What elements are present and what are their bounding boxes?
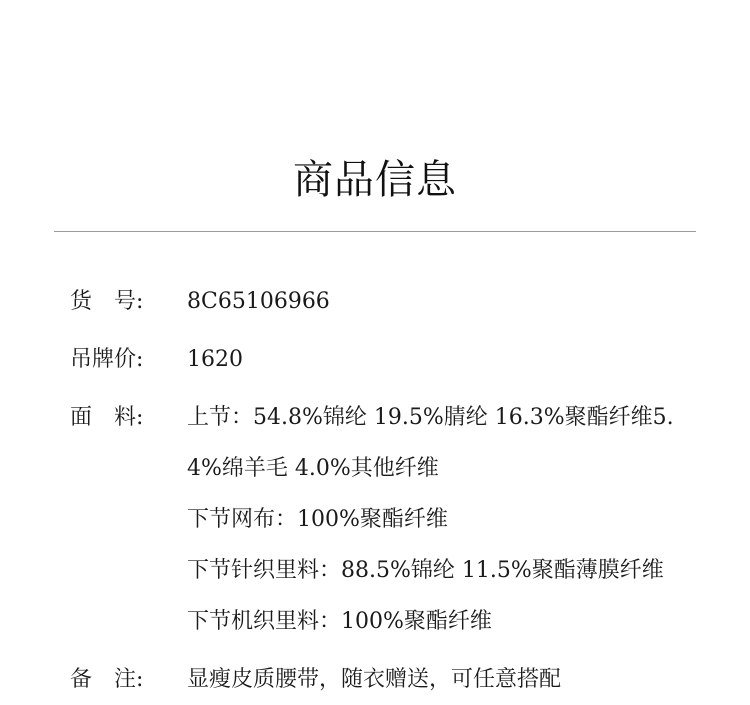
material-line: 上节：54.8%锦纶 19.5%腈纶 16.3%聚酯纤维5. [187, 405, 674, 430]
remarks-value: 显瘦皮质腰带，随衣赠送，可任意搭配 [187, 667, 562, 692]
tag-price-label: 吊牌价: [70, 347, 144, 372]
material-line: 下节网布：100%聚酯纤维 [187, 507, 448, 532]
tag-price-value: 1620 [187, 347, 243, 372]
title-divider [54, 231, 696, 232]
material-lines [187, 403, 747, 658]
sku-value: 8C65106966 [187, 289, 330, 314]
page-title: 商品信息 [293, 157, 457, 203]
material-line: 下节针织里料：88.5%锦纶 11.5%聚酯薄膜纤维 [187, 558, 664, 583]
remarks-label: 备 注: [70, 667, 144, 692]
material-label: 面 料: [70, 405, 144, 430]
material-line: 4%绵羊毛 4.0%其他纤维 [187, 456, 439, 481]
sku-label: 货 号: [70, 289, 144, 314]
material-line: 下节机织里料：100%聚酯纤维 [187, 609, 492, 634]
